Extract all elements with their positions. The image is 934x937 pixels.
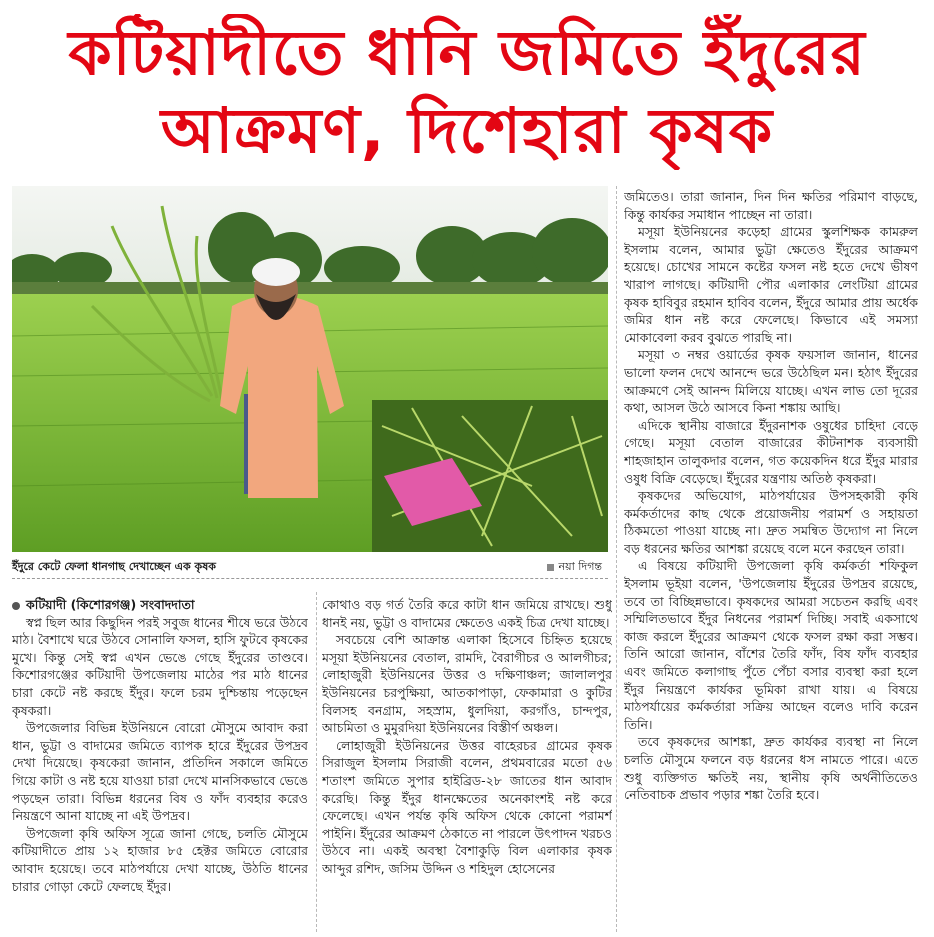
- dateline-text: কটিয়াদী (কিশোরগঞ্জ) সংবাদদাতা: [26, 597, 195, 612]
- column-divider-1: [316, 592, 317, 932]
- article-column-1: [12, 596, 308, 932]
- paragraph: উপজেলা কৃষি অফিস সূত্রে জানা গেছে, চলতি মৌসুমে কটিয়াদীতে প্রায় ১২ হাজার ৮৫ হেক্টর জমিতে বোরোর আবাদ হয়েছে। তবে মাঠপর্যায়ে দেখা যাচ্ছে, উঠতি ধানের চারার গোড়া কেটে ফেলছে ইঁদুর।: [12, 825, 308, 894]
- paragraph: উপজেলার বিভিন্ন ইউনিয়নে বোরো মৌসুমে আবাদ করা ধান, ভুট্টা ও বাদামের জমিতে ব্যাপক হারে ইঁদুরের উপদ্রব দেখা দিয়েছে। কৃষকেরা জানান, প্রতিদিন সকালে জমিতে গিয়ে কাটা ও নষ্ট হয়ে যাওয়া চারা দেখে মানসিকভাবে ভেঙে পড়ছেন তারা। বিভিন্ন ধরনের বিষ ও ফাঁদ ব্যবহার করেও নিয়ন্ত্রণে আনা যাচ্ছে না এই উপদ্রব।: [12, 720, 308, 824]
- paragraph: কৃষকদের অভিযোগ, মাঠপর্যায়ের উপসহকারী কৃষি কর্মকর্তাদের কাছ থেকে প্রয়োজনীয় পরামর্শ ও সহায়তা ঠিকমতো পাওয়া যাচ্ছে না। দ্রুত সমন্বিত উদ্যোগ না নিলে বড় ধরনের ক্ষতির আশঙ্কা রয়েছে বলে মনে করছেন তারা।: [624, 488, 918, 556]
- photo-caption-row: [12, 556, 608, 579]
- photo-credit: নয়া দিগন্ত: [547, 556, 602, 578]
- farmer-in-paddy-field-image: [12, 186, 608, 552]
- paragraph: কোথাও বড় গর্ত তৈরি করে কাটা ধান জমিয়ে রাখছে। শুধু ধানই নয়, ভুট্টা ও বাদামের ক্ষেতেও একই চিত্র দেখা যাচ্ছে।: [322, 597, 612, 630]
- paragraph: জমিতেও। তারা জানান, দিন দিন ক্ষতির পরিমাণ বাড়ছে, কিন্তু কার্যকর সমাধান পাচ্ছেন না তারা।: [624, 189, 918, 222]
- headline-line-1: কটিয়াদীতে ধানি জমিতে ইঁদুরের: [68, 16, 866, 89]
- paragraph: এদিকে স্থানীয় বাজারে ইঁদুরনাশক ওষুধের চাহিদা বেড়ে গেছে। মসূয়া বেতাল বাজারের কীটনাশক ব্যবসায়ী শাহজাহান তালুকদার বলেন, গত কয়েকদিন ধরে ইঁদুর মারার ওষুধ বিক্রি বেড়েছে। ইঁদুরের যন্ত্রণায় অতিষ্ঠ কৃষকরা।: [624, 417, 918, 486]
- paragraph: সবচেয়ে বেশি আক্রান্ত এলাকা হিসেবে চিহ্নিত হয়েছে মসূয়া ইউনিয়নের বেতাল, রামদি, বৈরাগীচর ও আলগীচর; লোহাজুরী ইউনিয়নের উত্তর ও দক্ষিণাঞ্চল; জালালপুর ইউনিয়নের চরপুক্ষিয়া, আতকাপাড়া, ফেকামারা ও কুটির বিলসহ বনগ্রাম, সহস্রাম, ধুলদিয়া, করগাঁও, চান্দপুর, আচমিতা ও মুমুরদিয়া ইউনিয়নের বিস্তীর্ণ অঞ্চল।: [322, 632, 612, 736]
- paragraph: স্বপ্ন ছিল আর কিছুদিন পরই সবুজ ধানের শীষে ভরে উঠবে মাঠ। বৈশাখে ঘরে উঠবে সোনালি ফসল, হাসি ফুটবে কৃষকের মুখে। কিন্তু সেই স্বপ্ন এখন ভেঙে গেছে ইঁদুরের তাণ্ডবে। কিশোরগঞ্জের কটিয়াদী উপজেলায় মাঠের পর মাঠ ধানের চারা কেটে নষ্ট করছে ইঁদুর। ফলে চরম দুশ্চিন্তায় পড়েছেন কৃষকরা।: [12, 614, 308, 718]
- paragraph: মসূয়া ইউনিয়নের কড়েহা গ্রামের স্কুলশিক্ষক কামরুল ইসলাম বলেন, আমার ভুট্টা ক্ষেতেও ইঁদুরের আক্রমণ হয়েছে। চোখের সামনে কষ্টের ফসল নষ্ট হতে দেখে ভীষণ খারাপ লাগছে। কটিয়াদী পৌর এলাকার লেংটিয়া গ্রামের কৃষক হাবিবুর রহমান হাবিব বলেন, ইঁদুরে আমার প্রায় অর্ধেক জমির ধান নষ্ট করে ফেলেছে। কিভাবে এই সমস্যা মোকাবেলা করব বুঝতে পারছি না।: [624, 224, 918, 345]
- headline-line-2: আক্রমণ, দিশেহারা কৃষক: [160, 94, 774, 167]
- paragraph: লোহাজুরী ইউনিয়নের উত্তর বাহেরচর গ্রামের কৃষক সিরাজুল ইসলাম সিরাজী বলেন, প্রথমবারের মতো ৫৬ শতাংশ জমিতে সুপার হাইব্রিড-২৮ জাতের ধান আবাদ করেছি। কিন্তু ইঁদুর ধানক্ষেতের অনেকাংশই নষ্ট করে ফেলেছে। এখন পর্যন্ত কৃষি অফিস থেকে কোনো পরামর্শ পাইনি। ইঁদুরের আক্রমণ ঠেকাতে না পারলে উৎপাদন খরচও উঠবে না। একই অবস্থা বৈশাকুড়ি বিল এলাকার কৃষক আব্দুর রশিদ, জসিম উদ্দিন ও শহিদুল হোসেনের: [322, 737, 612, 876]
- news-photo: [12, 186, 608, 552]
- dateline: [12, 596, 308, 614]
- paragraph: এ বিষয়ে কটিয়াদী উপজেলা কৃষি কর্মকর্তা শফিকুল ইসলাম ভূইয়া বলেন, 'উপজেলায় ইঁদুরের উপদ্রব রয়েছে, তবে তা বিচ্ছিন্নভাবে। কৃষকদের আমরা সচেতন করছি এবং সম্মিলিতভাবে ইঁদুর নিধনের পরামর্শ দিচ্ছি। সবাই একসাথে কাজ করলে ইঁদুরের আক্রমণ থেকে ফসল রক্ষা করা সম্ভব। তিনি আরো জানান, বাঁশের তৈরি ফাঁদ, বিষ ফাঁদ ব্যবহার এবং জমিতে কলাগাছ পুঁতে পেঁচা বসার ব্যবস্থা করা হলে ইঁদুর নিয়ন্ত্রণে কার্যকর ভূমিকা রাখা যায়। এ বিষয়ে মাঠপর্যায়ের কর্মকর্তারা সক্রিয় আছেন বলেও দাবি করেন তিনি।: [624, 558, 918, 732]
- photo-caption: ইঁদুরে কেটে ফেলা ধানগাছ দেখাচ্ছেন এক কৃষক: [12, 560, 216, 573]
- column-divider-2: [616, 186, 617, 932]
- headline: [20, 14, 914, 170]
- paragraph: মসূয়া ৩ নম্বর ওয়ার্ডের কৃষক ফয়সাল জানান, ধানের ভালো ফলন দেখে আনন্দে ভরে উঠেছিল মন। হঠাৎ ইঁদুরের আক্রমণে সেই আনন্দ মিলিয়ে যাচ্ছে। এখন লাভ তো দূরের কথা, আসল উঠে আসবে কিনা শঙ্কায় আছি।: [624, 347, 918, 416]
- paragraph: তবে কৃষকদের আশঙ্কা, দ্রুত কার্যকর ব্যবস্থা না নিলে চলতি মৌসুমে ফলনে বড় ধরনের ধস নামতে পারে। এতে শুধু ব্যক্তিগত ক্ষতিই নয়, স্থানীয় কৃষি অর্থনীতিতেও নেতিবাচক প্রভাব পড়ার শঙ্কা তৈরি হবে।: [624, 734, 918, 803]
- article-column-3: [624, 188, 918, 932]
- article-column-2: [322, 596, 612, 932]
